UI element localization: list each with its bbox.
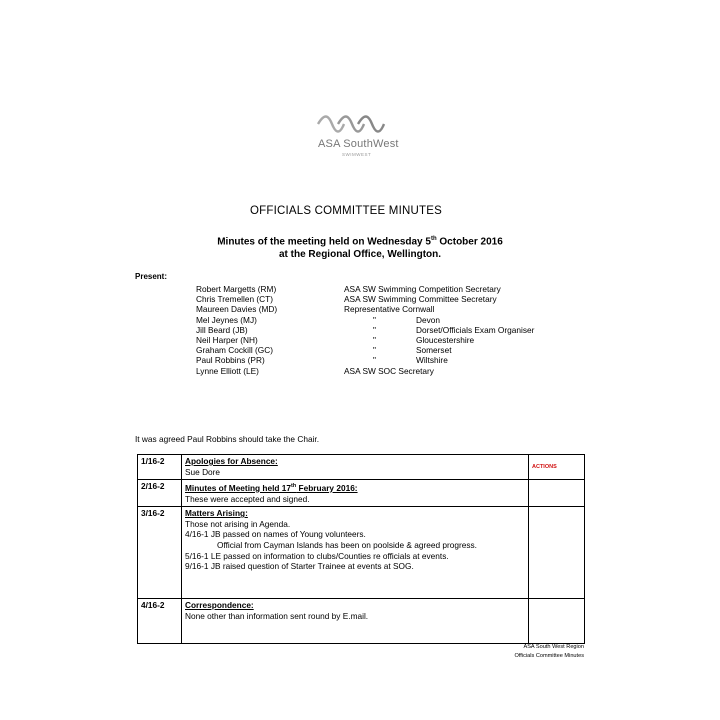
item-number: 2/16-2 <box>138 480 182 507</box>
item-line: 5/16-1 LE passed on information to clubs/Counties re officials at events. <box>185 550 449 561</box>
page-title: OFFICIALS COMMITTEE MINUTES <box>250 205 442 217</box>
item-line-indented: Official from Cayman Islands has been on poolside & agreed progress. <box>217 539 477 550</box>
attendee-name: Neil Harper (NH) <box>196 335 258 345</box>
meeting-subtitle-line1 <box>0 236 720 247</box>
attendee-ditto: " <box>373 335 376 345</box>
minutes-table <box>137 454 585 644</box>
attendee-ditto: " <box>373 345 376 356</box>
item-content <box>182 480 529 507</box>
subtitle-line1-post: October 2016 <box>436 236 503 248</box>
footer-line2: Officials Committee Minutes <box>514 653 584 659</box>
subtitle-line1-pre: Minutes of the meeting held on Wednesday 5 <box>217 236 431 248</box>
attendee-name: Maureen Davies (MD) <box>196 304 278 315</box>
item-content <box>182 599 529 644</box>
present-label: Present: <box>135 272 168 281</box>
actions-cell <box>529 599 585 644</box>
table-row <box>138 455 585 480</box>
attendee-role: Somerset <box>416 345 452 356</box>
heading-pre: Minutes of Meeting held 17 <box>185 482 292 493</box>
attendee-role: ASA SW Swimming Competition Secretary <box>344 284 501 294</box>
meeting-subtitle-line2: at the Regional Office, Wellington. <box>278 249 442 260</box>
asa-southwest-logo-waves <box>316 112 388 136</box>
attendee-ditto: " <box>373 355 376 366</box>
attendee-ditto: " <box>373 324 376 335</box>
item-line: 9/16-1 JB raised question of Starter Trainee at events at SOG. <box>185 561 414 572</box>
attendee-name: Paul Robbins (PR) <box>196 355 265 366</box>
heading-post: February 2016: <box>296 482 358 493</box>
item-line: Sue Dore <box>185 466 221 477</box>
table-row <box>138 480 585 507</box>
attendee-role: Wiltshire <box>416 355 448 366</box>
attendee-role: ASA SW SOC Secretary <box>344 365 434 376</box>
attendee-name: Graham Cockill (GC) <box>196 345 273 356</box>
actions-cell <box>529 480 585 507</box>
footer-line1: ASA South West Region <box>523 644 584 650</box>
attendee-role: ASA SW Swimming Committee Secretary <box>344 294 497 305</box>
chair-note: It was agreed Paul Robbins should take the Chair. <box>135 434 320 444</box>
item-heading: Matters Arising: <box>185 508 248 519</box>
attendee-role: Devon <box>416 314 440 325</box>
item-line: None other than information sent round by E.mail. <box>185 610 369 621</box>
table-row <box>138 507 585 599</box>
actions-cell <box>529 507 585 599</box>
attendee-name: Jill Beard (JB) <box>196 324 248 335</box>
item-content <box>182 507 529 599</box>
attendee-ditto: " <box>373 314 376 325</box>
attendee-role: Representative Cornwall <box>344 304 435 315</box>
item-number: 3/16-2 <box>138 507 182 599</box>
logo-name: ASA SouthWest <box>318 138 399 150</box>
attendee-name: Robert Margetts (RM) <box>196 284 277 294</box>
item-line: These were accepted and signed. <box>185 493 310 504</box>
item-number: 4/16-2 <box>138 599 182 644</box>
item-line: 4/16-1 JB passed on names of Young volunteers. <box>185 529 366 540</box>
item-line: Those not arising in Agenda. <box>185 518 291 529</box>
actions-label: ACTIONS <box>532 464 557 470</box>
attendee-role: Dorset/Officials Exam Organiser <box>416 324 535 335</box>
item-heading: Apologies for Absence: <box>185 456 278 466</box>
attendee-name: Lynne Elliott (LE) <box>196 365 259 376</box>
attendee-name: Mel Jeynes (MJ) <box>196 314 257 325</box>
item-number: 1/16-2 <box>138 455 182 480</box>
item-heading: Correspondence: <box>185 600 254 611</box>
attendee-role: Gloucestershire <box>416 335 475 345</box>
logo-sub: SWIMWEST <box>342 152 372 157</box>
attendee-name: Chris Tremellen (CT) <box>196 294 273 305</box>
item-heading <box>185 483 358 493</box>
subtitle-line1-sup: th <box>430 236 437 242</box>
heading-sup: th <box>291 483 297 490</box>
item-content <box>182 455 529 480</box>
actions-cell <box>529 455 585 480</box>
table-row <box>138 599 585 644</box>
